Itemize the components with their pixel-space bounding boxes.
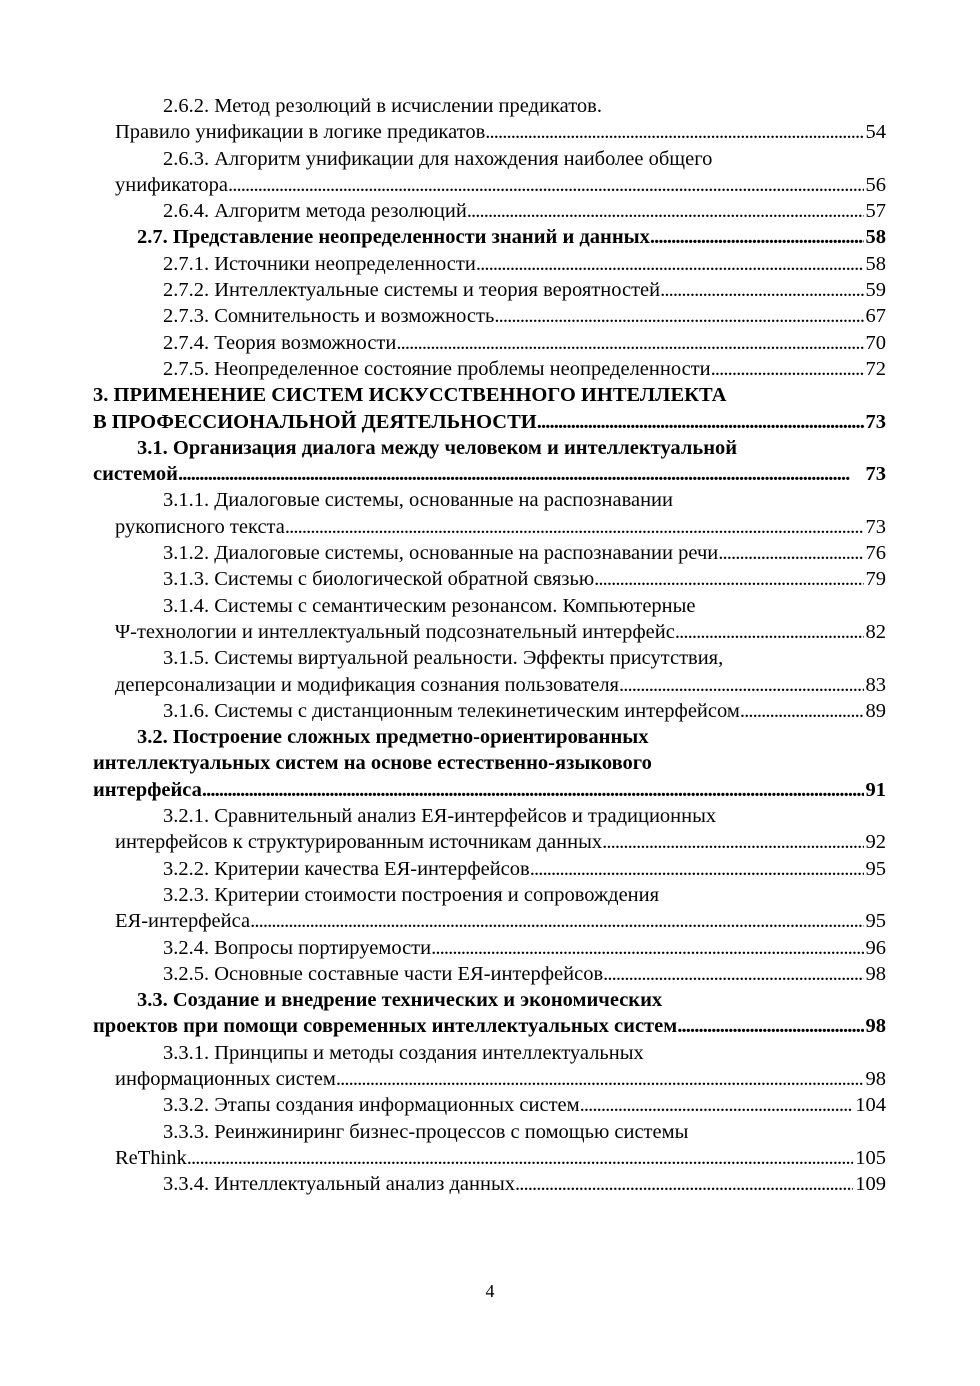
toc-entry bbox=[93, 356, 886, 382]
toc-entry-title: 3.2.5. Основные составные части ЕЯ-интерфейсов bbox=[163, 962, 604, 985]
dot-leader bbox=[677, 1013, 863, 1039]
toc-entry bbox=[93, 1092, 886, 1118]
toc-entry bbox=[93, 829, 886, 855]
toc-entry bbox=[93, 750, 886, 776]
dot-leader bbox=[537, 409, 864, 435]
toc-entry bbox=[93, 435, 886, 461]
toc-entry-page: 57 bbox=[865, 200, 886, 223]
toc-entry bbox=[93, 619, 886, 645]
toc-entry-title: 2.7.4. Теория возможности bbox=[163, 331, 397, 354]
toc-entry-page: 98 bbox=[865, 1015, 886, 1038]
toc-entry bbox=[93, 777, 886, 803]
dot-leader bbox=[740, 698, 864, 724]
dot-leader bbox=[675, 619, 864, 645]
dot-leader bbox=[619, 672, 864, 698]
toc-entry-title: 3.2.1. Сравнительный анализ ЕЯ-интерфейсов и традиционных bbox=[163, 805, 717, 828]
toc-entry-page: 54 bbox=[865, 121, 886, 144]
toc-entry-title: 3.1. Организация диалога между человеком и интеллектуальной bbox=[137, 436, 738, 459]
toc-entry-page: 56 bbox=[865, 173, 886, 196]
toc-entry bbox=[93, 1171, 886, 1197]
toc-entry-title: системой bbox=[93, 463, 178, 486]
dot-leader bbox=[485, 119, 863, 145]
toc-entry-page: 91 bbox=[865, 778, 886, 801]
dot-leader bbox=[530, 856, 864, 882]
toc-entry-title: 3.2.4. Вопросы портируемости bbox=[163, 936, 432, 959]
dot-leader bbox=[603, 961, 863, 987]
toc-entry bbox=[93, 461, 886, 487]
toc-entry-page: 98 bbox=[865, 1067, 886, 1090]
toc-entry-title: 3.3. Создание и внедрение технических и экономических bbox=[137, 989, 663, 1012]
toc-entry-page: 98 bbox=[865, 962, 886, 985]
dot-leader bbox=[494, 303, 863, 329]
toc-entry-page: 67 bbox=[865, 305, 886, 328]
dot-leader bbox=[711, 356, 864, 382]
toc-entry-title: 3.2.2. Критерии качества ЕЯ-интерфейсов bbox=[163, 857, 530, 880]
toc-entry-title: 2.6.2. Метод резолюций в исчислении предикатов. bbox=[163, 95, 602, 117]
toc-entry bbox=[93, 987, 886, 1013]
dot-leader bbox=[431, 935, 863, 961]
toc-entry-title: рукописного текста bbox=[115, 515, 285, 538]
toc-entry-title: 2.7.5. Неопределенное состояние проблемы неопределенности bbox=[163, 357, 711, 380]
dot-leader bbox=[228, 172, 864, 198]
toc-entry bbox=[93, 382, 886, 408]
toc-entry-page: 73 bbox=[865, 410, 886, 433]
toc-entry-title: 3.3.4. Интеллектуальный анализ данных bbox=[163, 1173, 515, 1196]
dot-leader bbox=[602, 829, 863, 855]
dot-leader bbox=[515, 1171, 853, 1197]
dot-leader bbox=[250, 908, 863, 934]
toc-entry-title: Ψ-технологии и интеллектуальный подсознательный интерфейс bbox=[115, 620, 675, 643]
toc-entry-title: деперсонализации и модификация сознания пользователя bbox=[115, 673, 619, 696]
toc-entry-page: 83 bbox=[865, 673, 886, 696]
dot-leader bbox=[594, 566, 863, 592]
toc-entry-page: 105 bbox=[855, 1146, 886, 1169]
toc-entry-title: ReThink bbox=[115, 1146, 187, 1169]
toc-entry bbox=[93, 908, 886, 934]
toc-entry-page: 76 bbox=[865, 542, 886, 565]
toc-entry-page: 89 bbox=[865, 699, 886, 722]
toc-entry-page: 109 bbox=[855, 1173, 886, 1196]
toc-entry bbox=[93, 803, 886, 829]
toc-entry bbox=[93, 172, 886, 198]
dot-leader bbox=[285, 514, 864, 540]
toc-entry bbox=[93, 224, 886, 250]
toc-entry-title: 3.2. Построение сложных предметно-ориентированных bbox=[137, 726, 649, 749]
toc-entry bbox=[93, 330, 886, 356]
toc-entry bbox=[93, 198, 886, 224]
toc-entry bbox=[93, 882, 886, 908]
toc-entry-title: 3.3.2. Этапы создания информационных систем bbox=[163, 1094, 580, 1117]
dot-leader bbox=[336, 1066, 864, 1092]
toc-entry-title: Правило унификации в логике предикатов bbox=[115, 121, 486, 144]
toc-entry-page: 73 bbox=[865, 463, 886, 486]
toc-entry-title: 3.1.1. Диалоговые системы, основанные на распознавании bbox=[163, 489, 673, 512]
toc-entry bbox=[93, 935, 886, 961]
page-number: 4 bbox=[485, 1281, 495, 1301]
dot-leader bbox=[396, 330, 863, 356]
toc-entry bbox=[93, 1145, 886, 1171]
toc-entry bbox=[93, 277, 886, 303]
toc-entry bbox=[93, 1013, 886, 1039]
toc-entry-page: 79 bbox=[865, 568, 886, 591]
table-of-contents bbox=[93, 93, 886, 1197]
dot-leader bbox=[202, 777, 864, 803]
toc-entry-page: 95 bbox=[865, 910, 886, 933]
toc-entry bbox=[93, 119, 886, 145]
toc-entry bbox=[93, 1119, 886, 1145]
toc-entry-title: В ПРОФЕССИОНАЛЬНОЙ ДЕЯТЕЛЬНОСТИ bbox=[93, 410, 537, 433]
toc-entry bbox=[93, 672, 886, 698]
toc-entry bbox=[93, 303, 886, 329]
dot-leader bbox=[187, 1145, 854, 1171]
toc-entry bbox=[93, 1066, 886, 1092]
toc-entry-title: интеллектуальных систем на основе естественно-языкового bbox=[93, 752, 652, 775]
toc-entry bbox=[93, 856, 886, 882]
dot-leader bbox=[476, 251, 864, 277]
toc-entry bbox=[93, 724, 886, 750]
toc-entry-title: 3. ПРИМЕНЕНИЕ СИСТЕМ ИСКУССТВЕННОГО ИНТЕЛЛЕКТА bbox=[93, 384, 727, 407]
toc-entry-title: интерфейсов к структурированным источникам данных bbox=[115, 831, 603, 854]
toc-entry-page: 92 bbox=[865, 831, 886, 854]
dot-leader bbox=[580, 1092, 854, 1118]
toc-entry-title: 2.6.4. Алгоритм метода резолюций bbox=[163, 200, 467, 223]
toc-entry bbox=[93, 93, 886, 119]
toc-entry bbox=[93, 487, 886, 513]
toc-entry bbox=[93, 566, 886, 592]
toc-entry-page: 104 bbox=[855, 1094, 886, 1117]
toc-entry-page: 73 bbox=[865, 515, 886, 538]
dot-leader bbox=[467, 198, 864, 224]
toc-entry bbox=[93, 540, 886, 566]
toc-entry-page: 82 bbox=[865, 620, 886, 643]
toc-entry-page: 70 bbox=[865, 331, 886, 354]
toc-entry-title: 3.1.2. Диалоговые системы, основанные на распознавании речи bbox=[163, 542, 719, 565]
toc-entry-page: 96 bbox=[865, 936, 886, 959]
toc-entry bbox=[93, 514, 886, 540]
toc-entry bbox=[93, 146, 886, 172]
toc-entry-title: 3.1.6. Системы с дистанционным телекинетическим интерфейсом bbox=[163, 699, 740, 722]
toc-entry bbox=[93, 593, 886, 619]
toc-entry-title: 2.7.2. Интеллектуальные системы и теория вероятностей bbox=[163, 279, 661, 302]
toc-entry-page: 58 bbox=[865, 226, 886, 249]
dot-leader bbox=[650, 224, 864, 250]
toc-entry-title: 2.7.3. Сомнительность и возможность bbox=[163, 305, 495, 328]
toc-entry-page: 72 bbox=[865, 357, 886, 380]
toc-entry bbox=[93, 409, 886, 435]
toc-entry-title: 3.1.5. Системы виртуальной реальности. Эффекты присутствия, bbox=[163, 647, 724, 670]
toc-entry-title: 3.1.4. Системы с семантическим резонансом. Компьютерные bbox=[163, 594, 696, 617]
toc-entry-title: интерфейса bbox=[93, 778, 202, 801]
toc-entry bbox=[93, 698, 886, 724]
toc-entry-title: ЕЯ-интерфейса bbox=[115, 910, 251, 933]
toc-entry-title: 3.3.3. Реинжиниринг бизнес-процессов с помощью системы bbox=[163, 1120, 689, 1143]
dot-leader bbox=[660, 277, 863, 303]
toc-entry-title: унификатора bbox=[115, 173, 228, 196]
toc-entry bbox=[93, 1040, 886, 1066]
toc-entry-title: 3.3.1. Принципы и методы создания интеллектуальных bbox=[163, 1041, 644, 1064]
toc-entry-title: информационных систем bbox=[115, 1067, 336, 1090]
toc-entry-page: 59 bbox=[865, 279, 886, 302]
toc-entry-title: 2.7.1. Источники неопределенности bbox=[163, 252, 476, 275]
toc-entry bbox=[93, 645, 886, 671]
toc-entry bbox=[93, 251, 886, 277]
toc-entry-title: 3.2.3. Критерии стоимости построения и сопровождения bbox=[163, 883, 660, 906]
toc-entry-title: проектов при помощи современных интеллектуальных систем bbox=[93, 1015, 678, 1038]
toc-entry-page: 95 bbox=[865, 857, 886, 880]
toc-entry-page: 58 bbox=[865, 252, 886, 275]
toc-entry bbox=[93, 961, 886, 987]
toc-entry-title: 2.7. Представление неопределенности знаний и данных bbox=[137, 226, 650, 249]
dot-leader bbox=[718, 540, 863, 566]
dot-leader bbox=[178, 461, 864, 487]
toc-entry-title: 2.6.3. Алгоритм унификации для нахождения наиболее общего bbox=[163, 147, 713, 170]
toc-entry-title: 3.1.3. Системы с биологической обратной связью bbox=[163, 568, 595, 591]
